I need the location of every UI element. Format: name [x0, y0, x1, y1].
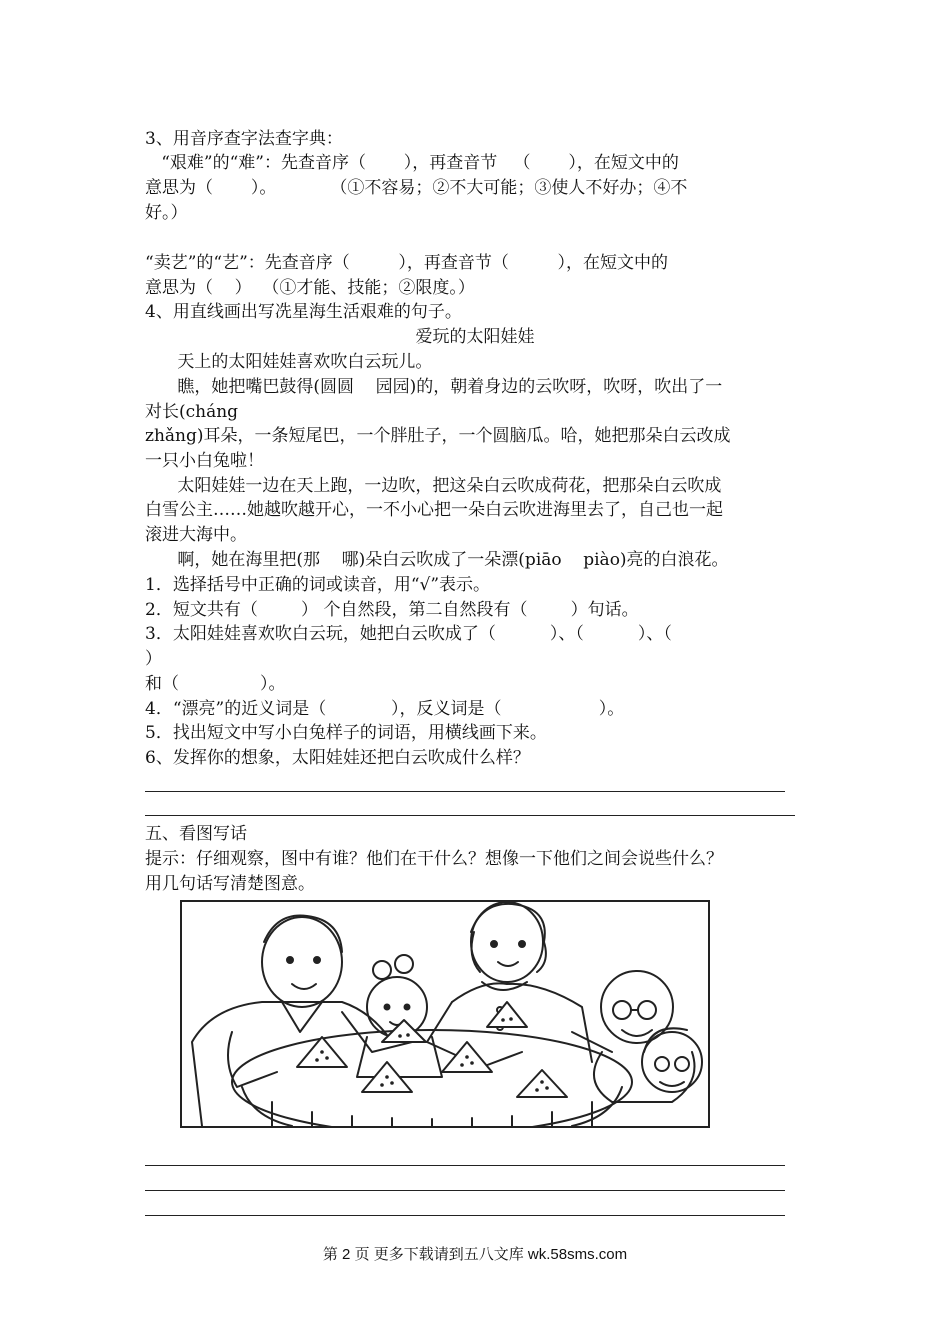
section-5-prompt-line2: 用几句话写清楚图意。	[145, 874, 315, 894]
q3-nan-line1: “艰难”的“难”：先查音序（ ），再查音节 （ ），在短文中的	[145, 153, 679, 173]
q4-instruction: 4、用直线画出写冼星海生活艰难的句子。	[145, 302, 462, 322]
answer-line	[145, 791, 785, 792]
exercise-3-line3: 和（ ）。	[145, 674, 286, 694]
writing-line	[145, 1165, 785, 1166]
section-5-prompt-line1: 提示：仔细观察，图中有谁？他们在干什么？想像一下他们之间会说些什么？	[145, 849, 723, 869]
exercise-3-line1: 3．太阳娃娃喜欢吹白云玩，她把白云吹成了（ ）、（ ）、（	[145, 624, 672, 644]
q3-yi-line1: “卖艺”的“艺”：先查音序（ ），再查音节（ ），在短文中的	[145, 253, 669, 273]
story-para2-line3: zhǎng)耳朵，一条短尾巴，一个胖肚子，一个圆脑瓜。哈，她把那朵白云改成	[145, 426, 731, 446]
story-para3-line3: 滚进大海中。	[145, 525, 247, 545]
q3-nan-line2: 意思为（ ）。 （①不容易；②不大可能；③使人不好办；④不	[145, 178, 688, 198]
story-para2-line4: 一只小白兔啦！	[145, 451, 264, 471]
exercise-1: 1．选择括号中正确的词或读音，用“√”表示。	[145, 575, 491, 595]
story-para1: 天上的太阳娃娃喜欢吹白云玩儿。	[145, 352, 433, 372]
page-footer: 第 2 页 更多下载请到五八文库 wk.58sms.com	[322, 1246, 628, 1263]
writing-line	[145, 1215, 785, 1216]
family-watermelon-illustration	[180, 900, 710, 1128]
story-title: 爱玩的太阳娃娃	[415, 327, 535, 347]
exercise-3-line2: ）	[145, 649, 162, 669]
story-para3-line1: 太阳娃娃一边在天上跑，一边吹，把这朵白云吹成荷花，把那朵白云吹成	[145, 476, 722, 496]
answer-line	[145, 815, 795, 816]
q3-heading: 3、用音序查字法查字典：	[145, 129, 343, 149]
q3-yi-line2: 意思为（ ） （①才能、技能；②限度。）	[145, 278, 475, 298]
exercise-6: 6、发挥你的想象，太阳娃娃还把白云吹成什么样？	[145, 748, 530, 768]
writing-line	[145, 1190, 785, 1191]
story-para4: 啊，她在海里把(那 哪)朵白云吹成了一朵漂(piāo piào)亮的白浪花。	[145, 550, 729, 570]
section-5-heading: 五、看图写话	[145, 824, 247, 844]
story-para2-line2: 对长(cháng	[145, 402, 239, 422]
q3-nan-line3: 好。）	[145, 203, 188, 223]
story-para3-line2: 白雪公主……她越吹越开心，一不小心把一朵白云吹进海里去了，自己也一起	[145, 500, 723, 520]
exercise-2: 2．短文共有（ ） 个自然段，第二自然段有（ ）句话。	[145, 600, 639, 620]
story-para2-line1: 瞧，她把嘴巴鼓得(圆圆 园园)的，朝着身边的云吹呀，吹呀，吹出了一	[145, 377, 723, 397]
exercise-4: 4．“漂亮”的近义词是（ ），反义词是（ ）。	[145, 699, 625, 719]
exercise-5: 5．找出短文中写小白兔样子的词语，用横线画下来。	[145, 723, 547, 743]
